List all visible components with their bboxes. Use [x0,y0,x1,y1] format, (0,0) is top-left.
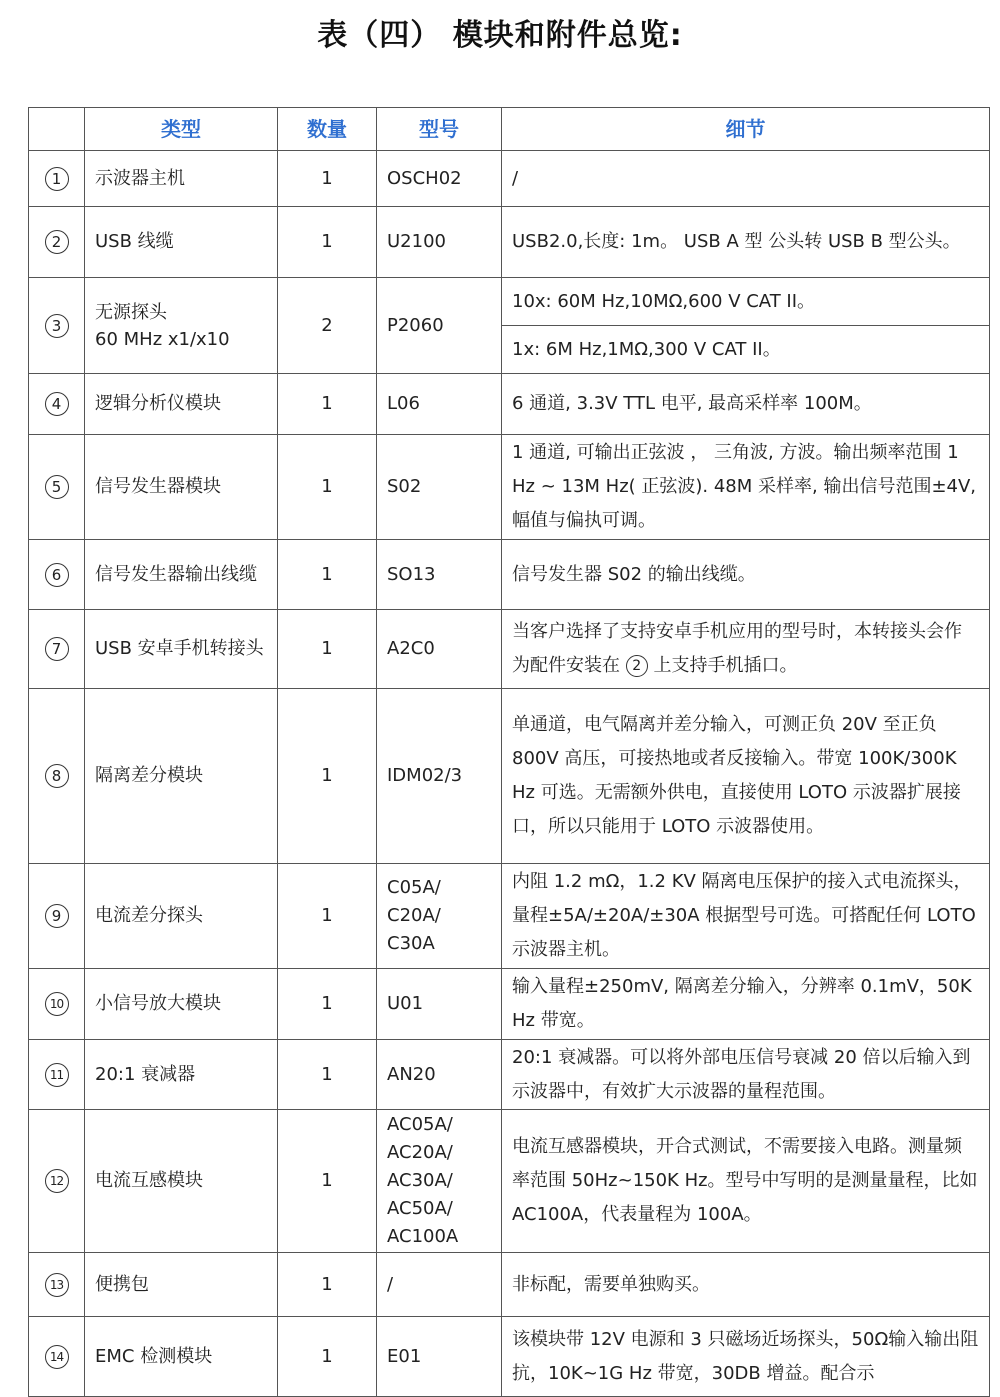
cell-type: 隔离差分模块 [85,689,278,864]
table-row [29,969,990,1040]
cell-detail: 1 通道, 可输出正弦波 ， 三角波, 方波。输出频率范围 1 Hz ~ 13M Hz( 正弦波). 48M 采样率, 输出信号范围±4V, 幅值与偏执可调。 [502,435,990,540]
table-row [29,1253,990,1317]
cell-detail: 输入量程±250mV, 隔离差分输入，分辨率 0.1mV，50K Hz 带宽。 [502,969,990,1040]
cell-type: 电流互感模块 [85,1110,278,1253]
cell-qty: 1 [278,610,377,689]
cell-detail: 单通道，电气隔离并差分输入，可测正负 20V 至正负 800V 高压，可接热地或者反接输入。带宽 100K/300K Hz 可选。无需额外供电，直接使用 LOTO 示波器扩展接口，所以只能用于 LOTO 示波器使用。 [502,689,990,864]
table-row [29,864,990,969]
row-number: 5 [45,475,69,499]
cell-qty: 1 [278,151,377,207]
cell-detail: 内阻 1.2 mΩ，1.2 KV 隔离电压保护的接入式电流探头，量程±5A/±20A/±30A 根据型号可选。可搭配任何 LOTO 示波器主机。 [502,864,990,969]
cell-qty: 1 [278,689,377,864]
cell-detail-1x: 1x: 6M Hz,1MΩ,300 V CAT II。 [512,339,781,360]
cell-model: IDM02/3 [377,689,502,864]
cell-model: SO13 [377,540,502,610]
cell-detail: 6 通道, 3.3V TTL 电平, 最高采样率 100M。 [502,374,990,435]
cell-type: 便携包 [85,1253,278,1317]
table-row [29,374,990,435]
cell-type: 20:1 衰减器 [85,1040,278,1110]
table-row [29,207,990,278]
cell-type: 示波器主机 [85,151,278,207]
cell-model: C05A/ C20A/ C30A [377,864,502,969]
cell-type-line1: 无源探头 [95,301,167,323]
cell-qty: 1 [278,540,377,610]
header-qty: 数量 [278,108,377,151]
row-number: 6 [45,563,69,587]
table-row [29,435,990,540]
row-number: 10 [45,992,69,1016]
header-detail: 细节 [502,108,990,151]
cell-detail-10x: 10x: 60M Hz,10MΩ,600 V CAT II。 [502,278,989,326]
cell-model: U2100 [377,207,502,278]
cell-detail: USB2.0,长度: 1m。 USB A 型 公头转 USB B 型公头。 [502,207,990,278]
header-type: 类型 [85,108,278,151]
header-index [29,108,85,151]
cell-detail-text: 当客户选择了支持安卓手机应用的型号时，本转接头会作为配件安装在 [512,621,962,676]
table-row [29,278,990,374]
cell-detail-tail: 上支持手机插口。 [653,655,798,676]
table-row [29,1110,990,1253]
cell-model: AN20 [377,1040,502,1110]
row-number: 4 [45,392,69,416]
table-row [29,1040,990,1110]
cell-detail: 20:1 衰减器。可以将外部电压信号衰减 20 倍以后输入到示波器中，有效扩大示波器的量程范围。 [502,1040,990,1110]
table-row [29,151,990,207]
cell-type: 信号发生器输出线缆 [85,540,278,610]
cell-type: 逻辑分析仪模块 [85,374,278,435]
cell-qty: 1 [278,207,377,278]
row-number: 13 [45,1273,69,1297]
cell-qty: 1 [278,435,377,540]
cell-model: U01 [377,969,502,1040]
cell-model: OSCH02 [377,151,502,207]
cell-qty: 1 [278,1040,377,1110]
row-number: 2 [45,230,69,254]
table-row [29,1317,990,1397]
cell-type-line2: 60 MHz x1/x10 [95,328,230,350]
cell-detail: / [502,151,990,207]
cell-qty: 1 [278,1253,377,1317]
cell-detail [502,610,990,689]
cell-model: E01 [377,1317,502,1397]
cell-detail: 该模块带 12V 电源和 3 只磁场近场探头，50Ω输入输出阻抗，10K~1G Hz 带宽，30DB 增益。配合示 [502,1317,990,1397]
inline-circle-number: 2 [626,655,648,677]
cell-qty: 1 [278,864,377,969]
row-number: 8 [45,764,69,788]
table-row [29,610,990,689]
cell-type [85,278,278,374]
cell-qty: 1 [278,1317,377,1397]
cell-detail [502,278,990,374]
cell-type: EMC 检测模块 [85,1317,278,1397]
cell-model: S02 [377,435,502,540]
cell-qty: 1 [278,374,377,435]
row-number: 1 [45,167,69,191]
row-number: 7 [45,637,69,661]
table-row [29,689,990,864]
cell-detail: 信号发生器 S02 的输出线缆。 [502,540,990,610]
cell-qty: 2 [278,278,377,374]
row-number: 11 [45,1063,69,1087]
cell-type: 小信号放大模块 [85,969,278,1040]
cell-type: 电流差分探头 [85,864,278,969]
table-header-row [29,108,990,151]
row-number: 14 [45,1345,69,1369]
cell-qty: 1 [278,969,377,1040]
cell-model: AC05A/ AC20A/ AC30A/ AC50A/ AC100A [377,1110,502,1253]
row-number: 12 [45,1169,69,1193]
cell-model: / [377,1253,502,1317]
cell-type: USB 安卓手机转接头 [85,610,278,689]
table-row [29,540,990,610]
cell-qty: 1 [278,1110,377,1253]
cell-type: USB 线缆 [85,207,278,278]
row-number: 3 [45,314,69,338]
cell-model: A2C0 [377,610,502,689]
row-number: 9 [45,904,69,928]
cell-type: 信号发生器模块 [85,435,278,540]
header-model: 型号 [377,108,502,151]
modules-table [28,107,990,1397]
cell-model: L06 [377,374,502,435]
cell-detail: 非标配，需要单独购买。 [502,1253,990,1317]
cell-detail: 电流互感器模块，开合式测试，不需要接入电路。测量频率范围 50Hz~150K Hz。型号中写明的是测量量程，比如 AC100A，代表量程为 100A。 [502,1110,990,1253]
page-title: 表（四） 模块和附件总览: [317,18,683,53]
cell-model: P2060 [377,278,502,374]
